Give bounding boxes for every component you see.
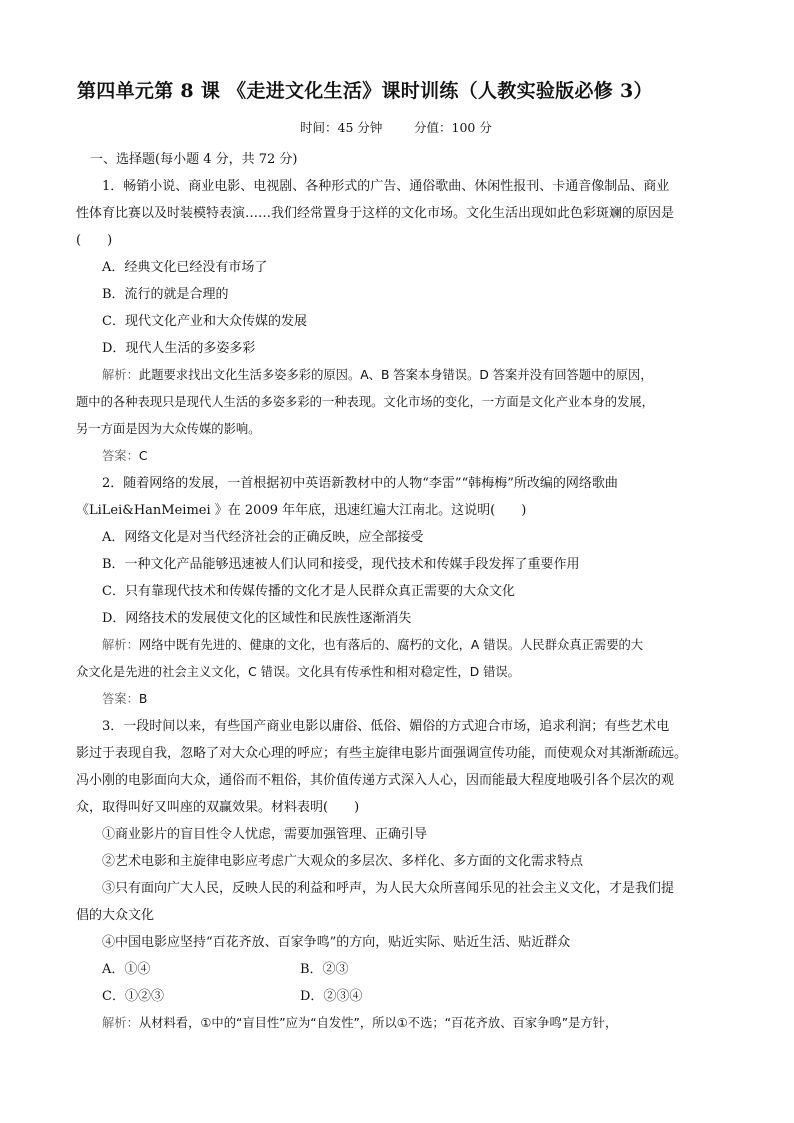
question-1-stem-line-1: 1．畅销小说、商业电影、电视剧、各种形式的广告、通俗歌曲、休闲性报刊、卡通音像制品、商业 <box>102 179 670 194</box>
question-2-analysis-line-2: 众文化是先进的社会主义文化，C 错误。文化具有传承性和相对稳定性，D 错误。 <box>76 665 520 679</box>
answer-value: C <box>138 449 148 463</box>
question-1-option-c: C．现代文化产业和大众传媒的发展 <box>102 314 307 329</box>
question-1-stem-line-3: ( ) <box>76 233 113 248</box>
question-1-option-d: D．现代人生活的多姿多彩 <box>102 341 256 356</box>
question-3 <box>76 713 722 1037</box>
analysis-tag: 解析： <box>102 368 139 382</box>
analysis-tag: 解析： <box>102 1016 139 1030</box>
time-limit: 时间：45 分钟 <box>300 120 383 135</box>
question-3-statement-2: ②艺术电影和主旋律电影应考虑广大观众的多层次、多样化、多方面的文化需求特点 <box>102 854 584 869</box>
question-2-answer <box>102 686 722 713</box>
analysis-text: 此题要求找出文化生活多姿多彩的原因。A、B 答案本身错误。D 答案并没有回答题中的原因， <box>138 368 653 382</box>
question-3-options-row-2 <box>102 983 722 1010</box>
question-1-analysis-line-3: 另一方面是因为大众传媒的影响。 <box>76 422 261 436</box>
question-2-option-a: A．网络文化是对当代经济社会的正确反映，应全部接受 <box>102 530 424 545</box>
page-title: 第四单元第 8 课 《走进文化生活》课时训练（人教实验版必修 3） <box>77 80 653 102</box>
question-3-statement-1: ①商业影片的盲目性令人忧虑，需要加强管理、正确引导 <box>102 827 428 842</box>
question-1-option-b: B．流行的就是合理的 <box>102 287 229 302</box>
question-3-option-b: B．②③ <box>300 962 349 977</box>
analysis-text: 网络中既有先进的、健康的文化，也有落后的、腐朽的文化，A 错误。人民群众真正需要的大 <box>138 638 644 652</box>
answer-value: B <box>138 692 148 706</box>
question-1 <box>76 173 722 470</box>
analysis-tag: 解析： <box>102 638 139 652</box>
question-2-option-c: C．只有靠现代技术和传媒传播的文化才是人民群众真正需要的大众文化 <box>102 584 515 599</box>
question-2-stem-line-2: 《LiLei&HanMeimei 》在 2009 年年底，迅速红遍大江南北。这说明( ) <box>76 503 527 518</box>
question-3-statement-4: ④中国电影应坚持“百花齐放、百家争鸣”的方向，贴近实际、贴近生活、贴近群众 <box>102 935 571 950</box>
question-3-statement-3: ③只有面向广大人民，反映人民的利益和呼声，为人民大众所喜闻乐见的社会主义文化，才是我们提 <box>102 881 675 896</box>
question-3-statement-3-continued: 倡的大众文化 <box>76 908 155 923</box>
question-1-analysis-line-1 <box>102 362 722 389</box>
question-3-stem-line-1: 3．一段时间以来，有些国产商业电影以庸俗、低俗、媚俗的方式迎合市场，追求利润；有些艺术电 <box>102 719 670 734</box>
question-1-stem-line-2: 性体育比赛以及时装模特表演……我们经常置身于这样的文化市场。文化生活出现如此色彩斑斓的原因是 <box>76 206 675 221</box>
answer-tag: 答案： <box>102 692 139 706</box>
question-1-answer <box>102 443 722 470</box>
analysis-text: 从材料看，①中的“盲目性”应为“自发性”，所以①不选；“百花齐放、百家争鸣”是方针， <box>138 1016 618 1030</box>
question-3-option-d: D．②③④ <box>300 989 363 1004</box>
question-3-option-a: A．①④ <box>102 962 151 977</box>
total-score: 分值：100 分 <box>414 120 492 135</box>
question-2 <box>76 470 722 713</box>
section-heading: 一、选择题(每小题 4 分，共 72 分) <box>90 152 298 167</box>
question-2-analysis-line-1 <box>102 632 722 659</box>
question-3-stem-line-2: 影过于表现自我，忽略了对大众心理的呼应；有些主旋律电影片面强调宣传功能，而使观众对其渐渐疏远。 <box>76 746 688 761</box>
question-3-stem-line-4: 众，取得叫好又叫座的双赢效果。材料表明( ) <box>76 800 360 815</box>
question-3-option-c: C．①②③ <box>102 989 164 1004</box>
question-2-stem-line-1: 2．随着网络的发展，一首根据初中英语新教材中的人物“李雷”“韩梅梅”所改编的网络歌曲 <box>102 476 618 491</box>
question-3-analysis-line-1 <box>102 1010 722 1037</box>
question-3-stem-line-3: 冯小刚的电影面向大众，通俗而不粗俗，其价值传递方式深入人心，因而能最大程度地吸引各个层次的观 <box>76 773 675 788</box>
question-3-options-row-1 <box>102 956 722 983</box>
question-2-option-d: D．网络技术的发展使文化的区域性和民族性逐渐消失 <box>102 611 412 626</box>
question-content <box>76 146 722 1037</box>
question-1-analysis-line-2: 题中的各种表现只是现代人生活的多姿多彩的一种表现。文化市场的变化，一方面是文化产业本身的发展， <box>76 395 654 409</box>
question-2-option-b: B．一种文化产品能够迅速被人们认同和接受，现代技术和传媒手段发挥了重要作用 <box>102 557 580 572</box>
answer-tag: 答案： <box>102 449 139 463</box>
question-1-option-a: A．经典文化已经没有市场了 <box>102 260 268 275</box>
